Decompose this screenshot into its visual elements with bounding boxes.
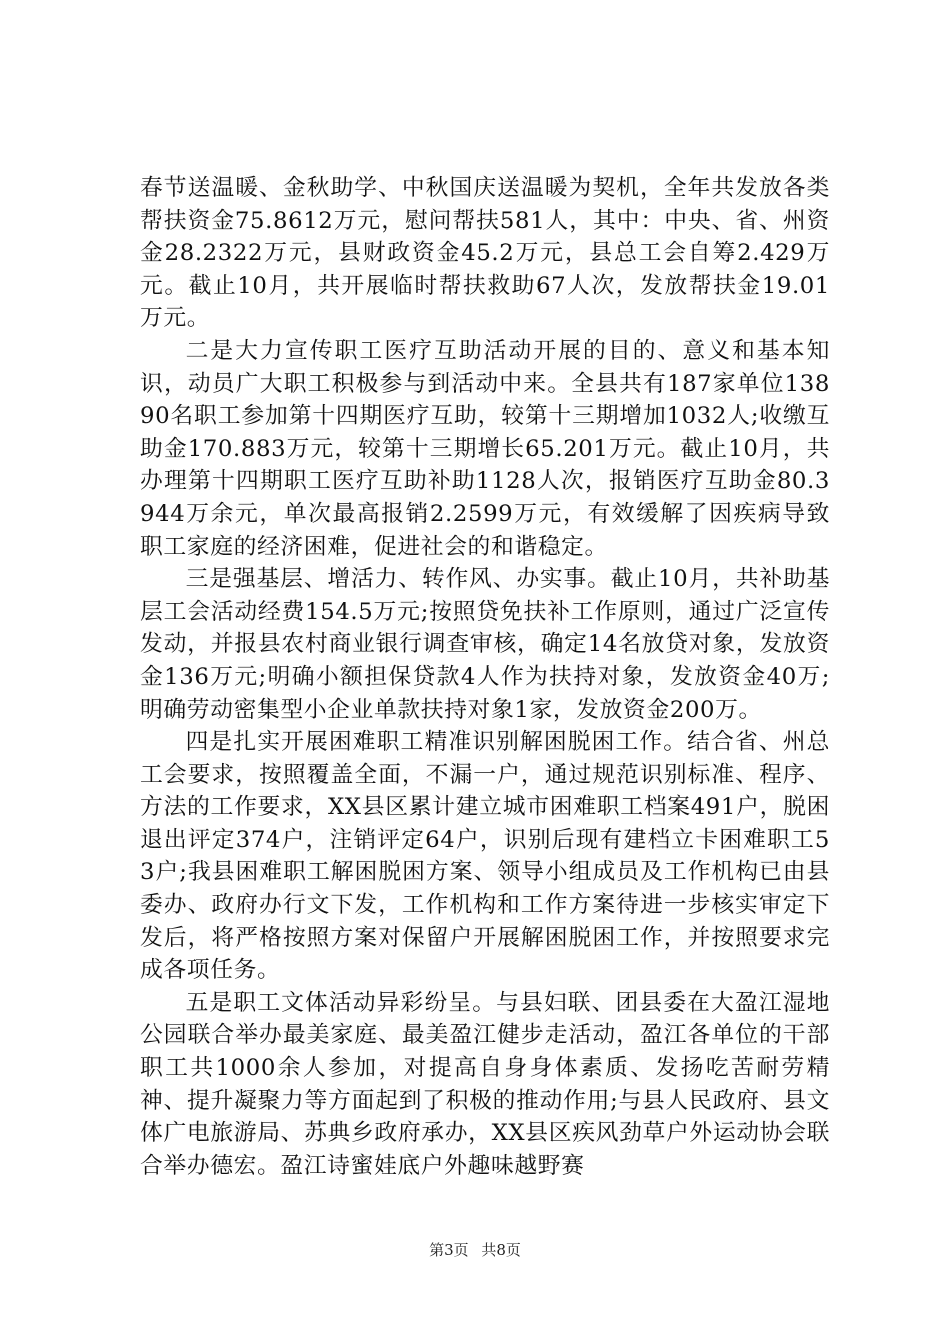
paragraph-medical-mutual-aid: 二是大力宣传职工医疗互助活动开展的目的、意义和基本知识，动员广大职工积极参与到活动中来。全县共有187家单位13890名职工参加第十四期医疗互助，较第十三期增加1032人;收缴互助金170.883万元，较第十三期增长65.201万元。截止10月，共办理第十四期职工医疗互助补助1128人次，报销医疗互助金80.3944万余元，单次最高报销2.2599万元，有效缓解了因疾病导致职工家庭的经济困难，促进社会的和谐稳定。 xyxy=(140,337,830,560)
paragraph-cultural-activities: 五是职工文体活动异彩纷呈。与县妇联、团县委在大盈江湿地公园联合举办最美家庭、最美盈江健步走活动，盈江各单位的干部职工共1000余人参加，对提高自身身体素质、发扬吃苦耐劳精神、提升凝聚力等方面起到了积极的推动作用;与县人民政府、县文体广电旅游局、苏典乡政府承办，XX县区疾风劲草户外运动协会联合举办德宏。盈江诗蜜娃底户外趣味越野赛 xyxy=(140,989,830,1179)
page-total: 共8页 xyxy=(481,1241,521,1259)
paragraph-continued: 春节送温暖、金秋助学、中秋国庆送温暖为契机，全年共发放各类帮扶资金75.8612万元，慰问帮扶581人，其中：中央、省、州资金28.2322万元，县财政资金45.2万元，县总工会自筹2.429万元。截止10月，共开展临时帮扶救助67人次，发放帮扶金19.01万元。 xyxy=(140,175,830,332)
paragraph-poverty-relief: 四是扎实开展困难职工精准识别解困脱困工作。结合省、州总工会要求，按照覆盖全面，不漏一户，通过规范识别标准、程序、方法的工作要求，XX县区累计建立城市困难职工档案491户，脱困退出评定374户，注销评定64户，识别后现有建档立卡困难职工53户;我县困难职工解困脱困方案、领导小组成员及工作机构已由县委办、政府办行文下发，工作机构和工作方案待进一步核实审定下发后，将严格按照方案对保留户开展解困脱困工作，并按照要求完成各项任务。 xyxy=(140,729,830,984)
page-footer xyxy=(0,1240,950,1260)
page-number: 第3页 xyxy=(429,1241,469,1259)
paragraph-grassroots: 三是强基层、增活力、转作风、办实事。截止10月，共补助基层工会活动经费154.5万元;按照贷免扶补工作原则，通过广泛宣传发动，并报县农村商业银行调查审核，确定14名放贷对象，发放资金136万元;明确小额担保贷款4人作为扶持对象，发放资金40万;明确劳动密集型小企业单款扶持对象1家，发放资金200万。 xyxy=(140,566,830,723)
document-body xyxy=(140,172,830,1182)
